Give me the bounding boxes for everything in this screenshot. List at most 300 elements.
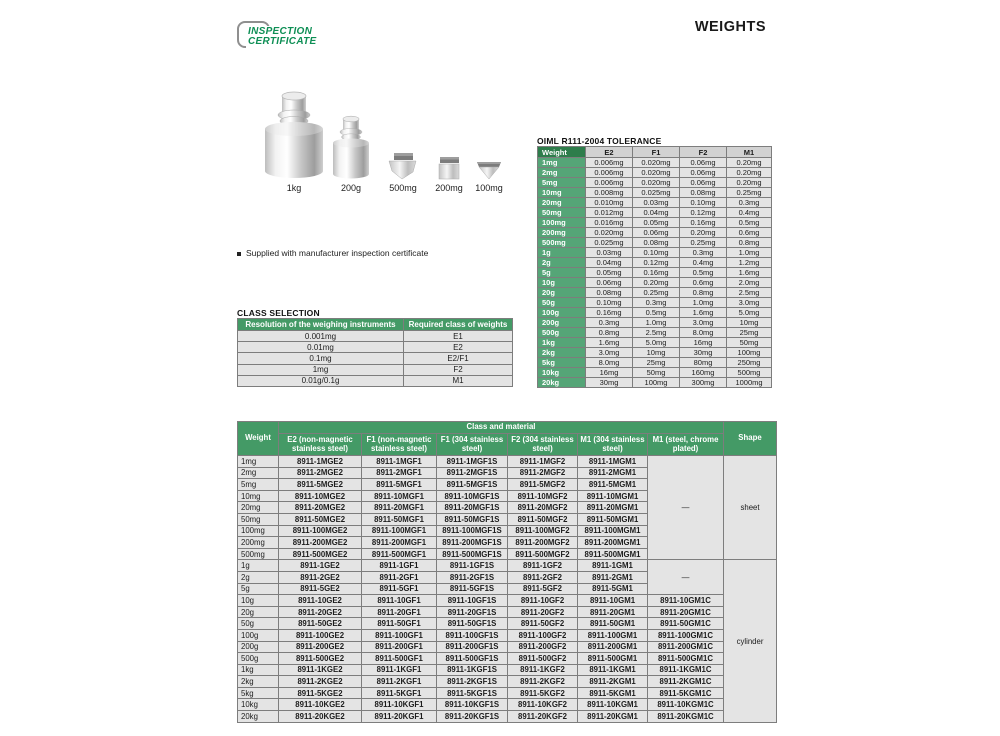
product-code: 8911-2MGF1	[362, 467, 437, 479]
product-code: 8911-20KGF1	[362, 711, 437, 723]
page-title: WEIGHTS	[694, 19, 766, 35]
product-code: 8911-200GF1	[362, 641, 437, 653]
tolerance-value: 0.08mg	[586, 288, 633, 298]
product-code: 8911-5KGF1	[362, 687, 437, 699]
weight-1kg-icon	[262, 91, 326, 180]
bullet-icon	[237, 252, 241, 256]
catalog-row	[238, 606, 777, 618]
product-code: 8911-2MGF2	[508, 467, 578, 479]
weight-cell: 20kg	[538, 378, 586, 388]
product-code: 8911-500GM1	[578, 653, 648, 665]
tolerance-value: 0.20mg	[680, 228, 727, 238]
product-code: 8911-5GF2	[508, 583, 578, 595]
tolerance-value: 16mg	[586, 368, 633, 378]
product-code: 8911-10KGE2	[279, 699, 362, 711]
tolerance-value: 0.06mg	[633, 228, 680, 238]
weight-cell: 100mg	[238, 525, 279, 537]
product-code: 8911-500GE2	[279, 653, 362, 665]
tolerance-row	[538, 258, 772, 268]
tolerance-value: 0.25mg	[727, 188, 772, 198]
tolerance-value: 1000mg	[727, 378, 772, 388]
tolerance-value: 0.06mg	[680, 178, 727, 188]
weight-image-200mg	[432, 154, 466, 193]
product-code: 8911-500GF2	[508, 653, 578, 665]
product-code: 8911-2GE2	[279, 571, 362, 583]
weight-500mg-icon	[385, 152, 421, 180]
product-code: 8911-10KGF2	[508, 699, 578, 711]
tolerance-value: 0.020mg	[586, 228, 633, 238]
product-code: 8911-1GF1S	[437, 560, 508, 572]
product-code: 8911-1KGF1S	[437, 664, 508, 676]
tolerance-value: 0.016mg	[586, 218, 633, 228]
tolerance-value: 0.12mg	[680, 208, 727, 218]
product-code: 8911-20KGM1C	[648, 711, 724, 723]
product-code: 8911-5MGM1	[578, 479, 648, 491]
shape-cell: sheet	[724, 456, 777, 560]
product-code: 8911-200MGF2	[508, 537, 578, 549]
tolerance-value: 50mg	[633, 368, 680, 378]
tolerance-row	[538, 278, 772, 288]
tolerance-row	[538, 218, 772, 228]
product-code: 8911-500GF1	[362, 653, 437, 665]
product-code: 8911-100GM1C	[648, 629, 724, 641]
tolerance-value: 0.020mg	[633, 158, 680, 168]
required-class-value: E2	[404, 342, 513, 353]
tolerance-value: 0.20mg	[633, 278, 680, 288]
catalog-row	[238, 595, 777, 607]
product-code: 8911-2KGE2	[279, 676, 362, 688]
product-code: 8911-1MGM1	[578, 456, 648, 468]
weight-200g-icon	[331, 115, 371, 180]
tolerance-value: 0.06mg	[586, 278, 633, 288]
product-code: 8911-50MGE2	[279, 513, 362, 525]
product-code: 8911-5KGE2	[279, 687, 362, 699]
tolerance-value: 30mg	[680, 348, 727, 358]
tolerance-value: 0.25mg	[633, 288, 680, 298]
col-header-weight: Weight	[538, 147, 586, 158]
tolerance-value: 0.025mg	[586, 238, 633, 248]
class-selection-table	[237, 318, 513, 387]
product-code: 8911-5GM1	[578, 583, 648, 595]
col-header-shape: Shape	[724, 422, 777, 456]
product-code: 8911-2MGF1S	[437, 467, 508, 479]
product-code: 8911-20MGM1	[578, 502, 648, 514]
product-code: 8911-10KGM1	[578, 699, 648, 711]
tolerance-value: 0.10mg	[680, 198, 727, 208]
tolerance-value: 1.2mg	[727, 258, 772, 268]
product-code: 8911-500MGF1	[362, 548, 437, 560]
tolerance-value: 0.10mg	[633, 248, 680, 258]
product-code: 8911-100GF1	[362, 629, 437, 641]
tolerance-value: 5.0mg	[727, 308, 772, 318]
product-code: 8911-100MGE2	[279, 525, 362, 537]
tolerance-value: 3.0mg	[680, 318, 727, 328]
product-code: 8911-20GM1C	[648, 606, 724, 618]
product-code: 8911-200GF2	[508, 641, 578, 653]
weight-cell: 5g	[238, 583, 279, 595]
tolerance-value: 0.20mg	[727, 178, 772, 188]
tolerance-value: 0.006mg	[586, 178, 633, 188]
weight-cell: 20g	[238, 606, 279, 618]
weight-cell: 20kg	[238, 711, 279, 723]
catalog-table	[237, 421, 777, 723]
product-code: 8911-5KGM1	[578, 687, 648, 699]
tolerance-row	[538, 298, 772, 308]
tolerance-value: 3.0mg	[727, 298, 772, 308]
weight-cell: 20mg	[538, 198, 586, 208]
inspection-certificate-logo	[246, 26, 319, 48]
resolution-value: 0.01g/0.1g	[238, 375, 404, 386]
tolerance-value: 80mg	[680, 358, 727, 368]
product-code: 8911-1GF1	[362, 560, 437, 572]
product-code: 8911-500MGF1S	[437, 548, 508, 560]
weight-label: 100mg	[475, 183, 503, 193]
col-header-f1-304: F1 (304 stainless steel)	[437, 434, 508, 456]
tolerance-row	[538, 238, 772, 248]
tolerance-value: 160mg	[680, 368, 727, 378]
tolerance-value: 50mg	[727, 338, 772, 348]
product-code: 8911-500GF1S	[437, 653, 508, 665]
product-code: 8911-2KGF2	[508, 676, 578, 688]
resolution-value: 0.001mg	[238, 331, 404, 342]
tolerance-value: 100mg	[727, 348, 772, 358]
product-code: 8911-10KGM1C	[648, 699, 724, 711]
tolerance-value: 0.12mg	[633, 258, 680, 268]
tolerance-value: 25mg	[633, 358, 680, 368]
product-code: 8911-100GM1	[578, 629, 648, 641]
tolerance-value: 0.04mg	[586, 258, 633, 268]
weight-cell: 1g	[538, 248, 586, 258]
shape-cell: cylinder	[724, 560, 777, 722]
col-header-m1-304: M1 (304 stainless steel)	[578, 434, 648, 456]
tolerance-value: 0.25mg	[680, 238, 727, 248]
product-code: 8911-50GF1S	[437, 618, 508, 630]
product-code: 8911-10GE2	[279, 595, 362, 607]
catalog-row	[238, 456, 777, 468]
product-code: 8911-10GF2	[508, 595, 578, 607]
weight-cell: 500mg	[238, 548, 279, 560]
class-selection-row	[238, 353, 513, 364]
tolerance-row	[538, 268, 772, 278]
tolerance-value: 250mg	[727, 358, 772, 368]
tolerance-value: 1.6mg	[586, 338, 633, 348]
weight-cell: 2mg	[538, 168, 586, 178]
product-code: 8911-200GM1C	[648, 641, 724, 653]
product-code: 8911-100GE2	[279, 629, 362, 641]
product-code: 8911-100MGF1S	[437, 525, 508, 537]
product-code: 8911-2KGM1C	[648, 676, 724, 688]
tolerance-value: 0.010mg	[586, 198, 633, 208]
weight-cell: 50mg	[538, 208, 586, 218]
product-code: 8911-200GE2	[279, 641, 362, 653]
group-header-class-and-material: Class and material	[279, 422, 724, 434]
certificate-note	[237, 248, 428, 258]
weight-cell: 200mg	[538, 228, 586, 238]
product-code: 8911-5GF1S	[437, 583, 508, 595]
product-code: 8911-10MGM1	[578, 490, 648, 502]
product-code: 8911-500MGF2	[508, 548, 578, 560]
product-code: 8911-10KGF1	[362, 699, 437, 711]
tolerance-value: 2.5mg	[633, 328, 680, 338]
product-code: 8911-100MGM1	[578, 525, 648, 537]
col-header-f2: F2	[680, 147, 727, 158]
class-selection-row	[238, 342, 513, 353]
col-header-m1-chrome: M1 (steel, chrome plated)	[648, 434, 724, 456]
tolerance-value: 1.6mg	[680, 308, 727, 318]
product-code: 8911-10GM1C	[648, 595, 724, 607]
tolerance-value: 0.20mg	[727, 168, 772, 178]
weight-cell: 1mg	[538, 158, 586, 168]
product-code: 8911-1MGE2	[279, 456, 362, 468]
weight-cell: 2kg	[538, 348, 586, 358]
weight-cell: 50g	[538, 298, 586, 308]
tolerance-value: 2.5mg	[727, 288, 772, 298]
product-code: 8911-50MGM1	[578, 513, 648, 525]
weight-cell: 100mg	[538, 218, 586, 228]
tolerance-row	[538, 358, 772, 368]
tolerance-value: 0.04mg	[633, 208, 680, 218]
no-product-dash: —	[648, 560, 724, 595]
product-code: 8911-200GF1S	[437, 641, 508, 653]
catalog-row	[238, 711, 777, 723]
tolerance-value: 1.0mg	[680, 298, 727, 308]
product-code: 8911-1KGM1C	[648, 664, 724, 676]
tolerance-row	[538, 228, 772, 238]
weight-image-500mg	[384, 150, 422, 193]
catalog-row	[238, 687, 777, 699]
weight-cell: 200mg	[238, 537, 279, 549]
product-code: 8911-1MGF1S	[437, 456, 508, 468]
tolerance-value: 0.08mg	[680, 188, 727, 198]
product-code: 8911-100GF1S	[437, 629, 508, 641]
tolerance-value: 0.006mg	[586, 168, 633, 178]
product-code: 8911-200GM1	[578, 641, 648, 653]
weight-label: 1kg	[286, 183, 302, 193]
product-code: 8911-20GM1	[578, 606, 648, 618]
product-code: 8911-20MGF1	[362, 502, 437, 514]
product-code: 8911-20KGF1S	[437, 711, 508, 723]
weight-cell: 100g	[538, 308, 586, 318]
tolerance-value: 0.5mg	[633, 308, 680, 318]
class-selection-row	[238, 375, 513, 386]
product-code: 8911-50GE2	[279, 618, 362, 630]
product-code: 8911-20MGE2	[279, 502, 362, 514]
product-code: 8911-50MGF1S	[437, 513, 508, 525]
product-code: 8911-10GM1	[578, 595, 648, 607]
weight-label: 200mg	[435, 183, 463, 193]
catalog-row	[238, 664, 777, 676]
product-code: 8911-500MGE2	[279, 548, 362, 560]
tolerance-value: 3.0mg	[586, 348, 633, 358]
weight-cell: 5mg	[238, 479, 279, 491]
class-selection-row	[238, 364, 513, 375]
tolerance-value: 0.4mg	[680, 258, 727, 268]
resolution-value: 0.1mg	[238, 353, 404, 364]
col-header-f1: F1	[633, 147, 680, 158]
tolerance-row	[538, 248, 772, 258]
weight-cell: 5kg	[538, 358, 586, 368]
col-header-f1-nonmagnetic: F1 (non-magnetic stainless steel)	[362, 434, 437, 456]
tolerance-value: 0.6mg	[727, 228, 772, 238]
tolerance-row	[538, 378, 772, 388]
tolerance-value: 10mg	[727, 318, 772, 328]
tolerance-value: 0.8mg	[727, 238, 772, 248]
product-code: 8911-10MGE2	[279, 490, 362, 502]
tolerance-value: 0.3mg	[680, 248, 727, 258]
tolerance-value: 0.03mg	[633, 198, 680, 208]
product-code: 8911-20MGF2	[508, 502, 578, 514]
weight-cell: 50mg	[238, 513, 279, 525]
tolerance-row	[538, 338, 772, 348]
weight-200mg-icon	[435, 156, 463, 180]
product-code: 8911-1KGE2	[279, 664, 362, 676]
product-code: 8911-50GM1	[578, 618, 648, 630]
product-code: 8911-50GF1	[362, 618, 437, 630]
no-product-dash: —	[648, 456, 724, 560]
note-text: Supplied with manufacturer inspection certificate	[246, 248, 429, 258]
tolerance-value: 0.06mg	[680, 168, 727, 178]
required-class-value: E1	[404, 331, 513, 342]
weight-cell: 10kg	[238, 699, 279, 711]
tolerance-value: 500mg	[727, 368, 772, 378]
weight-cell: 10g	[238, 595, 279, 607]
catalog-header-row-1	[238, 422, 777, 434]
product-code: 8911-1MGF2	[508, 456, 578, 468]
tolerance-value: 0.3mg	[633, 298, 680, 308]
tolerance-row	[538, 158, 772, 168]
product-code: 8911-5GE2	[279, 583, 362, 595]
tolerance-value: 0.10mg	[586, 298, 633, 308]
product-code: 8911-200MGF1	[362, 537, 437, 549]
product-code: 8911-2GM1	[578, 571, 648, 583]
col-header-m1: M1	[727, 147, 772, 158]
tolerance-value: 0.008mg	[586, 188, 633, 198]
catalog-row	[238, 629, 777, 641]
tolerance-row	[538, 178, 772, 188]
tolerance-value: 30mg	[586, 378, 633, 388]
product-code: 8911-50MGF2	[508, 513, 578, 525]
tolerance-value: 0.020mg	[633, 178, 680, 188]
tolerance-value: 0.08mg	[633, 238, 680, 248]
product-code: 8911-2GF2	[508, 571, 578, 583]
tolerance-row	[538, 308, 772, 318]
product-code: 8911-10GF1	[362, 595, 437, 607]
weight-100mg-icon	[474, 160, 504, 180]
product-code: 8911-500GM1C	[648, 653, 724, 665]
logo-line-2: CERTIFICATE	[248, 36, 317, 47]
weight-cell: 500g	[538, 328, 586, 338]
required-class-value: M1	[404, 375, 513, 386]
product-code: 8911-1GE2	[279, 560, 362, 572]
catalog-row	[238, 641, 777, 653]
product-code: 8911-20GF2	[508, 606, 578, 618]
product-code: 8911-10MGF1S	[437, 490, 508, 502]
tolerance-value: 8.0mg	[586, 358, 633, 368]
product-code: 8911-5MGF1	[362, 479, 437, 491]
tolerance-value: 5.0mg	[633, 338, 680, 348]
product-code: 8911-10MGF2	[508, 490, 578, 502]
product-code: 8911-2GF1S	[437, 571, 508, 583]
weight-cell: 2kg	[238, 676, 279, 688]
tolerance-value: 0.16mg	[586, 308, 633, 318]
weight-cell: 10mg	[538, 188, 586, 198]
weight-cell: 200g	[238, 641, 279, 653]
class-selection-header-row	[238, 319, 513, 331]
product-code: 8911-200MGM1	[578, 537, 648, 549]
product-code: 8911-2GF1	[362, 571, 437, 583]
class-selection-title: CLASS SELECTION	[237, 308, 320, 318]
tolerance-value: 0.3mg	[586, 318, 633, 328]
resolution-value: 0.01mg	[238, 342, 404, 353]
weight-cell: 200g	[538, 318, 586, 328]
weight-label: 500mg	[389, 183, 417, 193]
product-code: 8911-1KGF2	[508, 664, 578, 676]
product-code: 8911-20GF1S	[437, 606, 508, 618]
product-code: 8911-20MGF1S	[437, 502, 508, 514]
tolerance-value: 300mg	[680, 378, 727, 388]
product-code: 8911-1GM1	[578, 560, 648, 572]
catalog-row	[238, 676, 777, 688]
product-code: 8911-5GF1	[362, 583, 437, 595]
weight-cell: 100g	[238, 629, 279, 641]
product-code: 8911-200MGF1S	[437, 537, 508, 549]
weight-image-200g	[330, 112, 372, 193]
tolerance-row	[538, 318, 772, 328]
product-code: 8911-100MGF1	[362, 525, 437, 537]
weight-image-1kg	[262, 88, 326, 193]
product-code: 8911-500MGM1	[578, 548, 648, 560]
col-header-f2-304: F2 (304 stainless steel)	[508, 434, 578, 456]
tolerance-value: 0.012mg	[586, 208, 633, 218]
tolerance-value: 0.16mg	[633, 268, 680, 278]
weight-cell: 10g	[538, 278, 586, 288]
tolerance-value: 0.025mg	[633, 188, 680, 198]
catalog-row	[238, 560, 777, 572]
product-code: 8911-2MGM1	[578, 467, 648, 479]
weight-cell: 1mg	[238, 456, 279, 468]
col-header-resolution: Resolution of the weighing instruments	[238, 319, 404, 331]
tolerance-value: 1.0mg	[633, 318, 680, 328]
weight-cell: 10kg	[538, 368, 586, 378]
product-code: 8911-5MGF1S	[437, 479, 508, 491]
tolerance-table-title: OIML R111-2004 TOLERANCE	[537, 136, 662, 146]
tolerance-value: 0.8mg	[680, 288, 727, 298]
tolerance-value: 0.006mg	[586, 158, 633, 168]
weight-cell: 5g	[538, 268, 586, 278]
product-code: 8911-10GF1S	[437, 595, 508, 607]
weight-label: 200g	[340, 183, 362, 193]
weight-cell: 2mg	[238, 467, 279, 479]
weight-image-100mg	[472, 158, 506, 193]
tolerance-value: 0.8mg	[586, 328, 633, 338]
product-code: 8911-2KGF1S	[437, 676, 508, 688]
product-code: 8911-200MGE2	[279, 537, 362, 549]
tolerance-table	[537, 146, 772, 388]
tolerance-value: 0.06mg	[680, 158, 727, 168]
product-code: 8911-1GF2	[508, 560, 578, 572]
product-code: 8911-10KGF1S	[437, 699, 508, 711]
weight-cell: 500mg	[538, 238, 586, 248]
tolerance-value: 0.05mg	[586, 268, 633, 278]
product-code: 8911-5KGF2	[508, 687, 578, 699]
product-code: 8911-2KGF1	[362, 676, 437, 688]
product-code: 8911-50GM1C	[648, 618, 724, 630]
tolerance-value: 10mg	[633, 348, 680, 358]
class-selection-row	[238, 331, 513, 342]
product-code: 8911-20KGM1	[578, 711, 648, 723]
weight-cell: 50g	[238, 618, 279, 630]
tolerance-value: 0.20mg	[727, 158, 772, 168]
